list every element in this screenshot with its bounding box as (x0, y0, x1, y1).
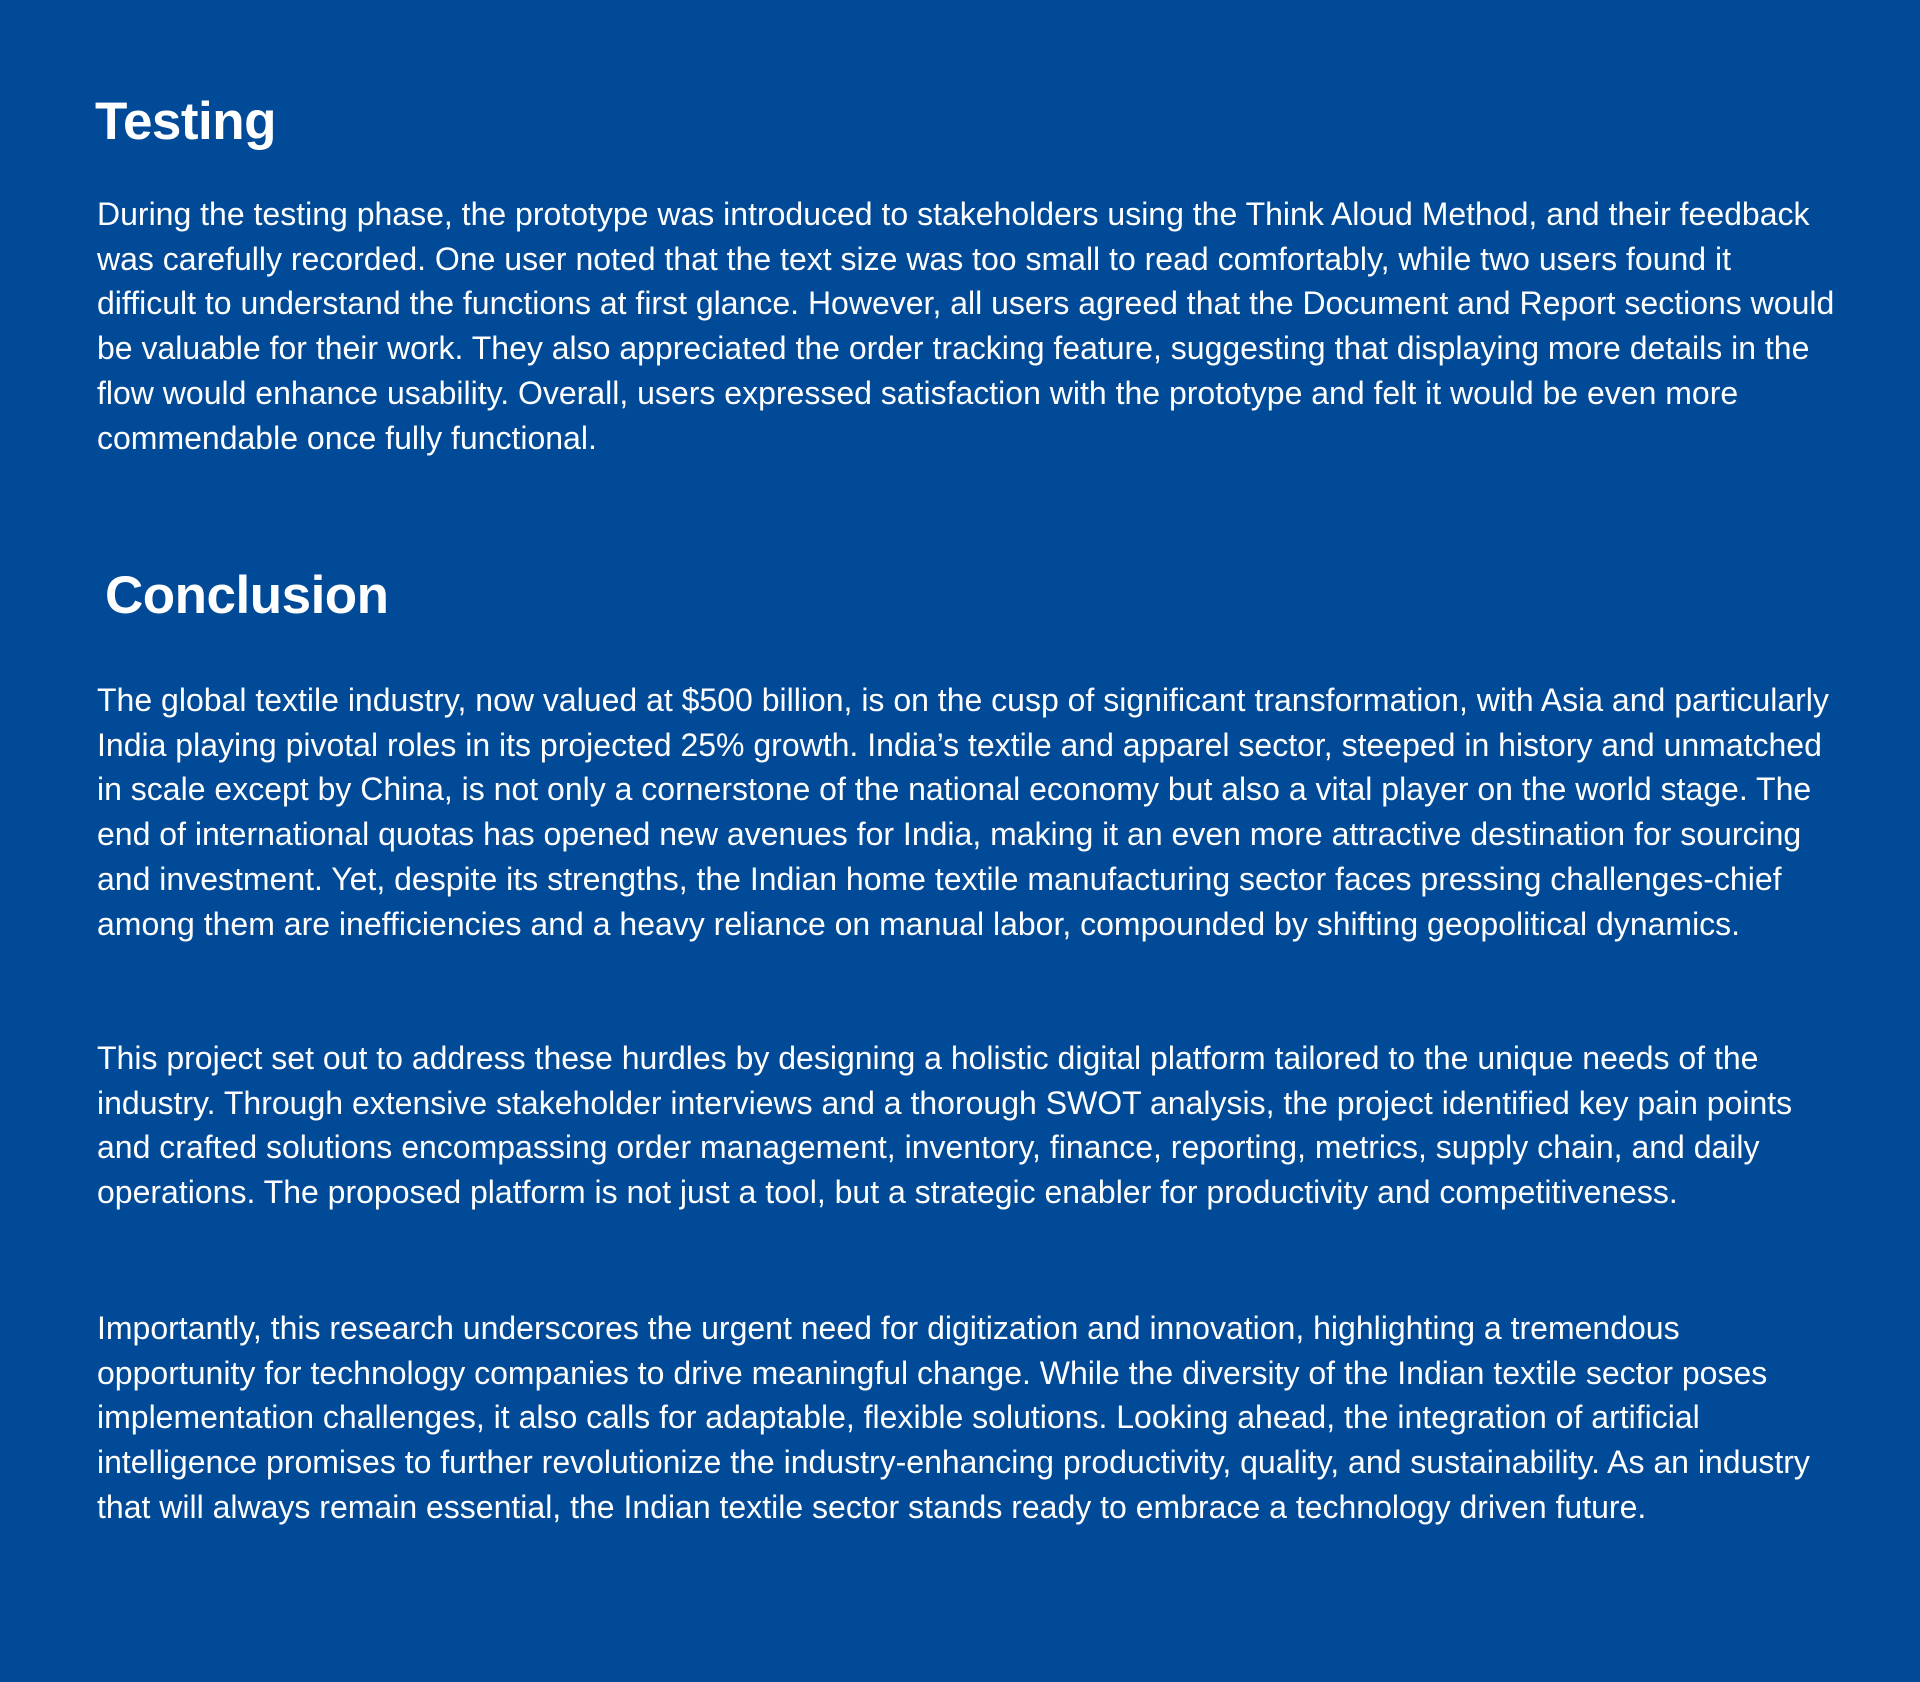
conclusion-paragraph-industry-overview: The global textile industry, now valued at $500 billion, is on the cusp of significant transformation, with Asia and particularly India playing pivotal roles in its projected 25% growth. India’s textile and apparel sector, steeped in history and unmatched in scale except by China, is not only a cornerstone of the national economy but also a vital player on the world stage. The end of international quotas has opened new avenues for India, making it an even more attractive destination for sourcing and investment. Yet, despite its strengths, the Indian home textile manufacturing sector faces pressing challenges-chief among them are inefficiencies and a heavy reliance on manual labor, compounded by shifting geopolitical dynamics. (97, 682, 1829, 942)
conclusion-paragraph-future-outlook: Importantly, this research underscores the urgent need for digitization and innovation, highlighting a tremendous opportunity for technology companies to drive meaningful change. While the diversity of the Indian textile sector poses implementation challenges, it also calls for adaptable, flexible solutions. Looking ahead, the integration of artificial intelligence promises to further revolutionize the industry-enhancing productivity, quality, and sustainability. As an industry that will always remain essential, the Indian textile sector stands ready to embrace a technology driven future. (97, 1310, 1810, 1525)
conclusion-paragraph-project-approach: This project set out to address these hurdles by designing a holistic digital platform tailored to the unique needs of the industry. Through extensive stakeholder interviews and a thorough SWOT analysis, the project identified key pain points and crafted solutions encompassing order management, inventory, finance, reporting, metrics, supply chain, and daily operations. The proposed platform is not just a tool, but a strategic enabler for productivity and competitiveness. (97, 1040, 1793, 1211)
testing-paragraph: During the testing phase, the prototype was introduced to stakeholders using the Think Aloud Method, and their feedback was carefully recorded. One user noted that the text size was too small to read comfortably, while two users found it difficult to understand the functions at first glance. However, all users agreed that the Document and Report sections would be valuable for their work. They also appreciated the order tracking feature, suggesting that displaying more details in the flow would enhance usability. Overall, users expressed satisfaction with the prototype and felt it would be even more commendable once fully functional. (97, 196, 1835, 456)
testing-heading: Testing (95, 92, 277, 151)
conclusion-heading: Conclusion (105, 566, 389, 625)
